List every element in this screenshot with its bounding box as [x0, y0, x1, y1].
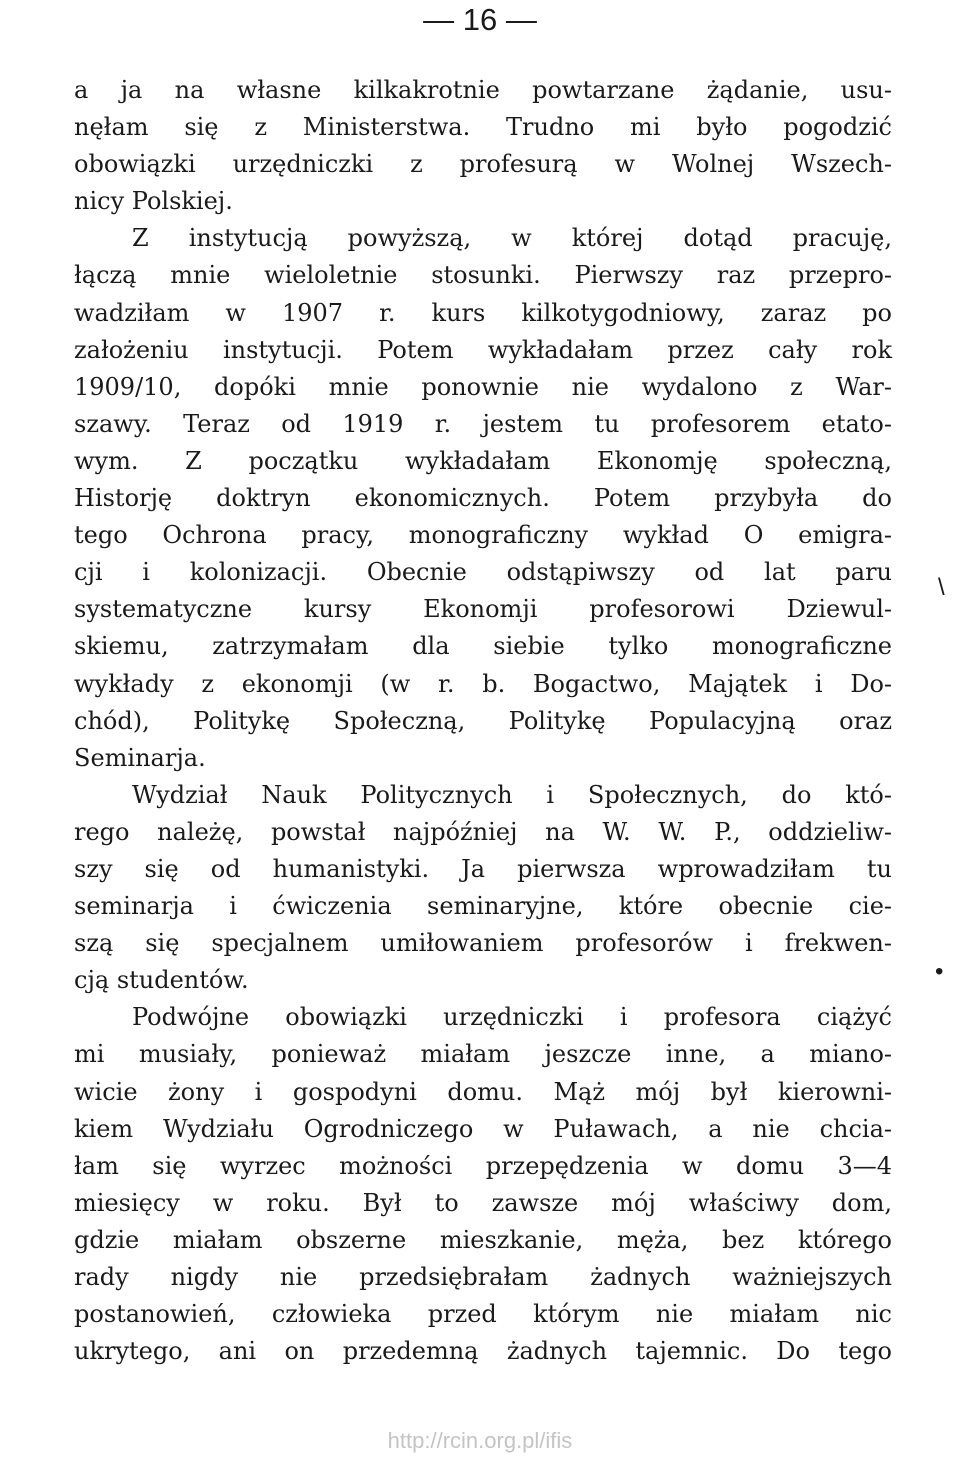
text-line: a ja na własne kilkakrotnie powtarzane żądanie, usu- — [74, 76, 892, 104]
text-line: 1909/10, dopóki mnie ponownie nie wydalono z War- — [74, 372, 892, 401]
text-line: seminarja i ćwiczenia seminaryjne, które obecnie cie- — [74, 892, 892, 921]
text-line: założeniu instytucji. Potem wykładałam przez cały rok — [74, 335, 892, 364]
text-line: tego Ochrona pracy, monograficzny wykład O emigra- — [74, 521, 892, 550]
text-line: łączą mnie wieloletnie stosunki. Pierwszy raz przepro- — [74, 261, 892, 290]
text-line: miesięcy w roku. Był to zawsze mój właściwy dom, — [74, 1188, 892, 1217]
page-number: — 16 — — [423, 2, 537, 37]
text-line: systematyczne kursy Ekonomji profesorowi Dziewul- — [74, 595, 892, 624]
text-line: Z instytucją powyższą, w której dotąd pracuję, — [132, 224, 892, 253]
margin-dot-mark: • — [935, 958, 944, 985]
text-line: ukrytego, ani on przedemną żadnych tajemnic. Do tego — [74, 1337, 892, 1366]
text-line: szy się od humanistyki. Ja pierwsza wprowadziłam tu — [74, 854, 892, 883]
text-line: wym. Z początku wykładałam Ekonomję społeczną, — [74, 446, 892, 475]
text-line: rego należę, powstał najpóźniej na W. W. P., oddzieliw- — [74, 817, 892, 846]
text-line: Seminarja. — [74, 743, 206, 772]
text-line: Wydział Nauk Politycznych i Społecznych, do któ- — [132, 780, 892, 809]
text-line: Podwójne obowiązki urzędniczki i profesora ciążyć — [132, 1003, 892, 1032]
text-line: postanowień, człowieka przed którym nie miałam nic — [74, 1300, 892, 1329]
text-line: gdzie miałam obszerne mieszkanie, męża, bez którego — [74, 1225, 892, 1254]
text-line: wicie żony i gospodyni domu. Mąż mój był kierowni- — [74, 1077, 892, 1106]
text-line: Historję doktryn ekonomicznych. Potem przybyła do — [74, 484, 892, 513]
text-line: cją studentów. — [74, 966, 249, 995]
text-line: wadziłam w 1907 r. kurs kilkotygodniowy, zaraz po — [74, 298, 892, 327]
text-line: skiemu, zatrzymałam dla siebie tylko monograficzne — [74, 632, 892, 661]
text-line: rady nigdy nie przedsiębrałam żadnych ważniejszych — [74, 1263, 892, 1291]
text-line: wykłady z ekonomji (w r. b. Bogactwo, Majątek i Do- — [74, 669, 892, 698]
text-line: nęłam się z Ministerstwa. Trudno mi było pogodzić — [74, 113, 892, 142]
watermark-url: http://rcin.org.pl/ifis — [387, 1428, 573, 1453]
text-line: obowiązki urzędniczki z profesurą w Wolnej Wszech- — [74, 150, 892, 179]
text-line: kiem Wydziału Ogrodniczego w Puławach, a nie chcia- — [74, 1114, 892, 1143]
text-line: szawy. Teraz od 1919 r. jestem tu profesorem etato- — [74, 409, 892, 438]
margin-backslash-mark: \ — [938, 574, 945, 601]
text-line: cji i kolonizacji. Obecnie odstąpiwszy od lat paru — [74, 558, 892, 587]
text-line: mi musiały, ponieważ miałam jeszcze inne, a miano- — [74, 1040, 892, 1069]
body-text — [74, 72, 892, 1370]
text-line: nicy Polskiej. — [74, 187, 233, 216]
text-line: chód), Politykę Społeczną, Politykę Populacyjną oraz — [74, 706, 892, 735]
text-line: szą się specjalnem umiłowaniem profesorów i frekwen- — [74, 929, 892, 958]
text-line: łam się wyrzec możności przepędzenia w domu 3—4 — [74, 1151, 892, 1180]
